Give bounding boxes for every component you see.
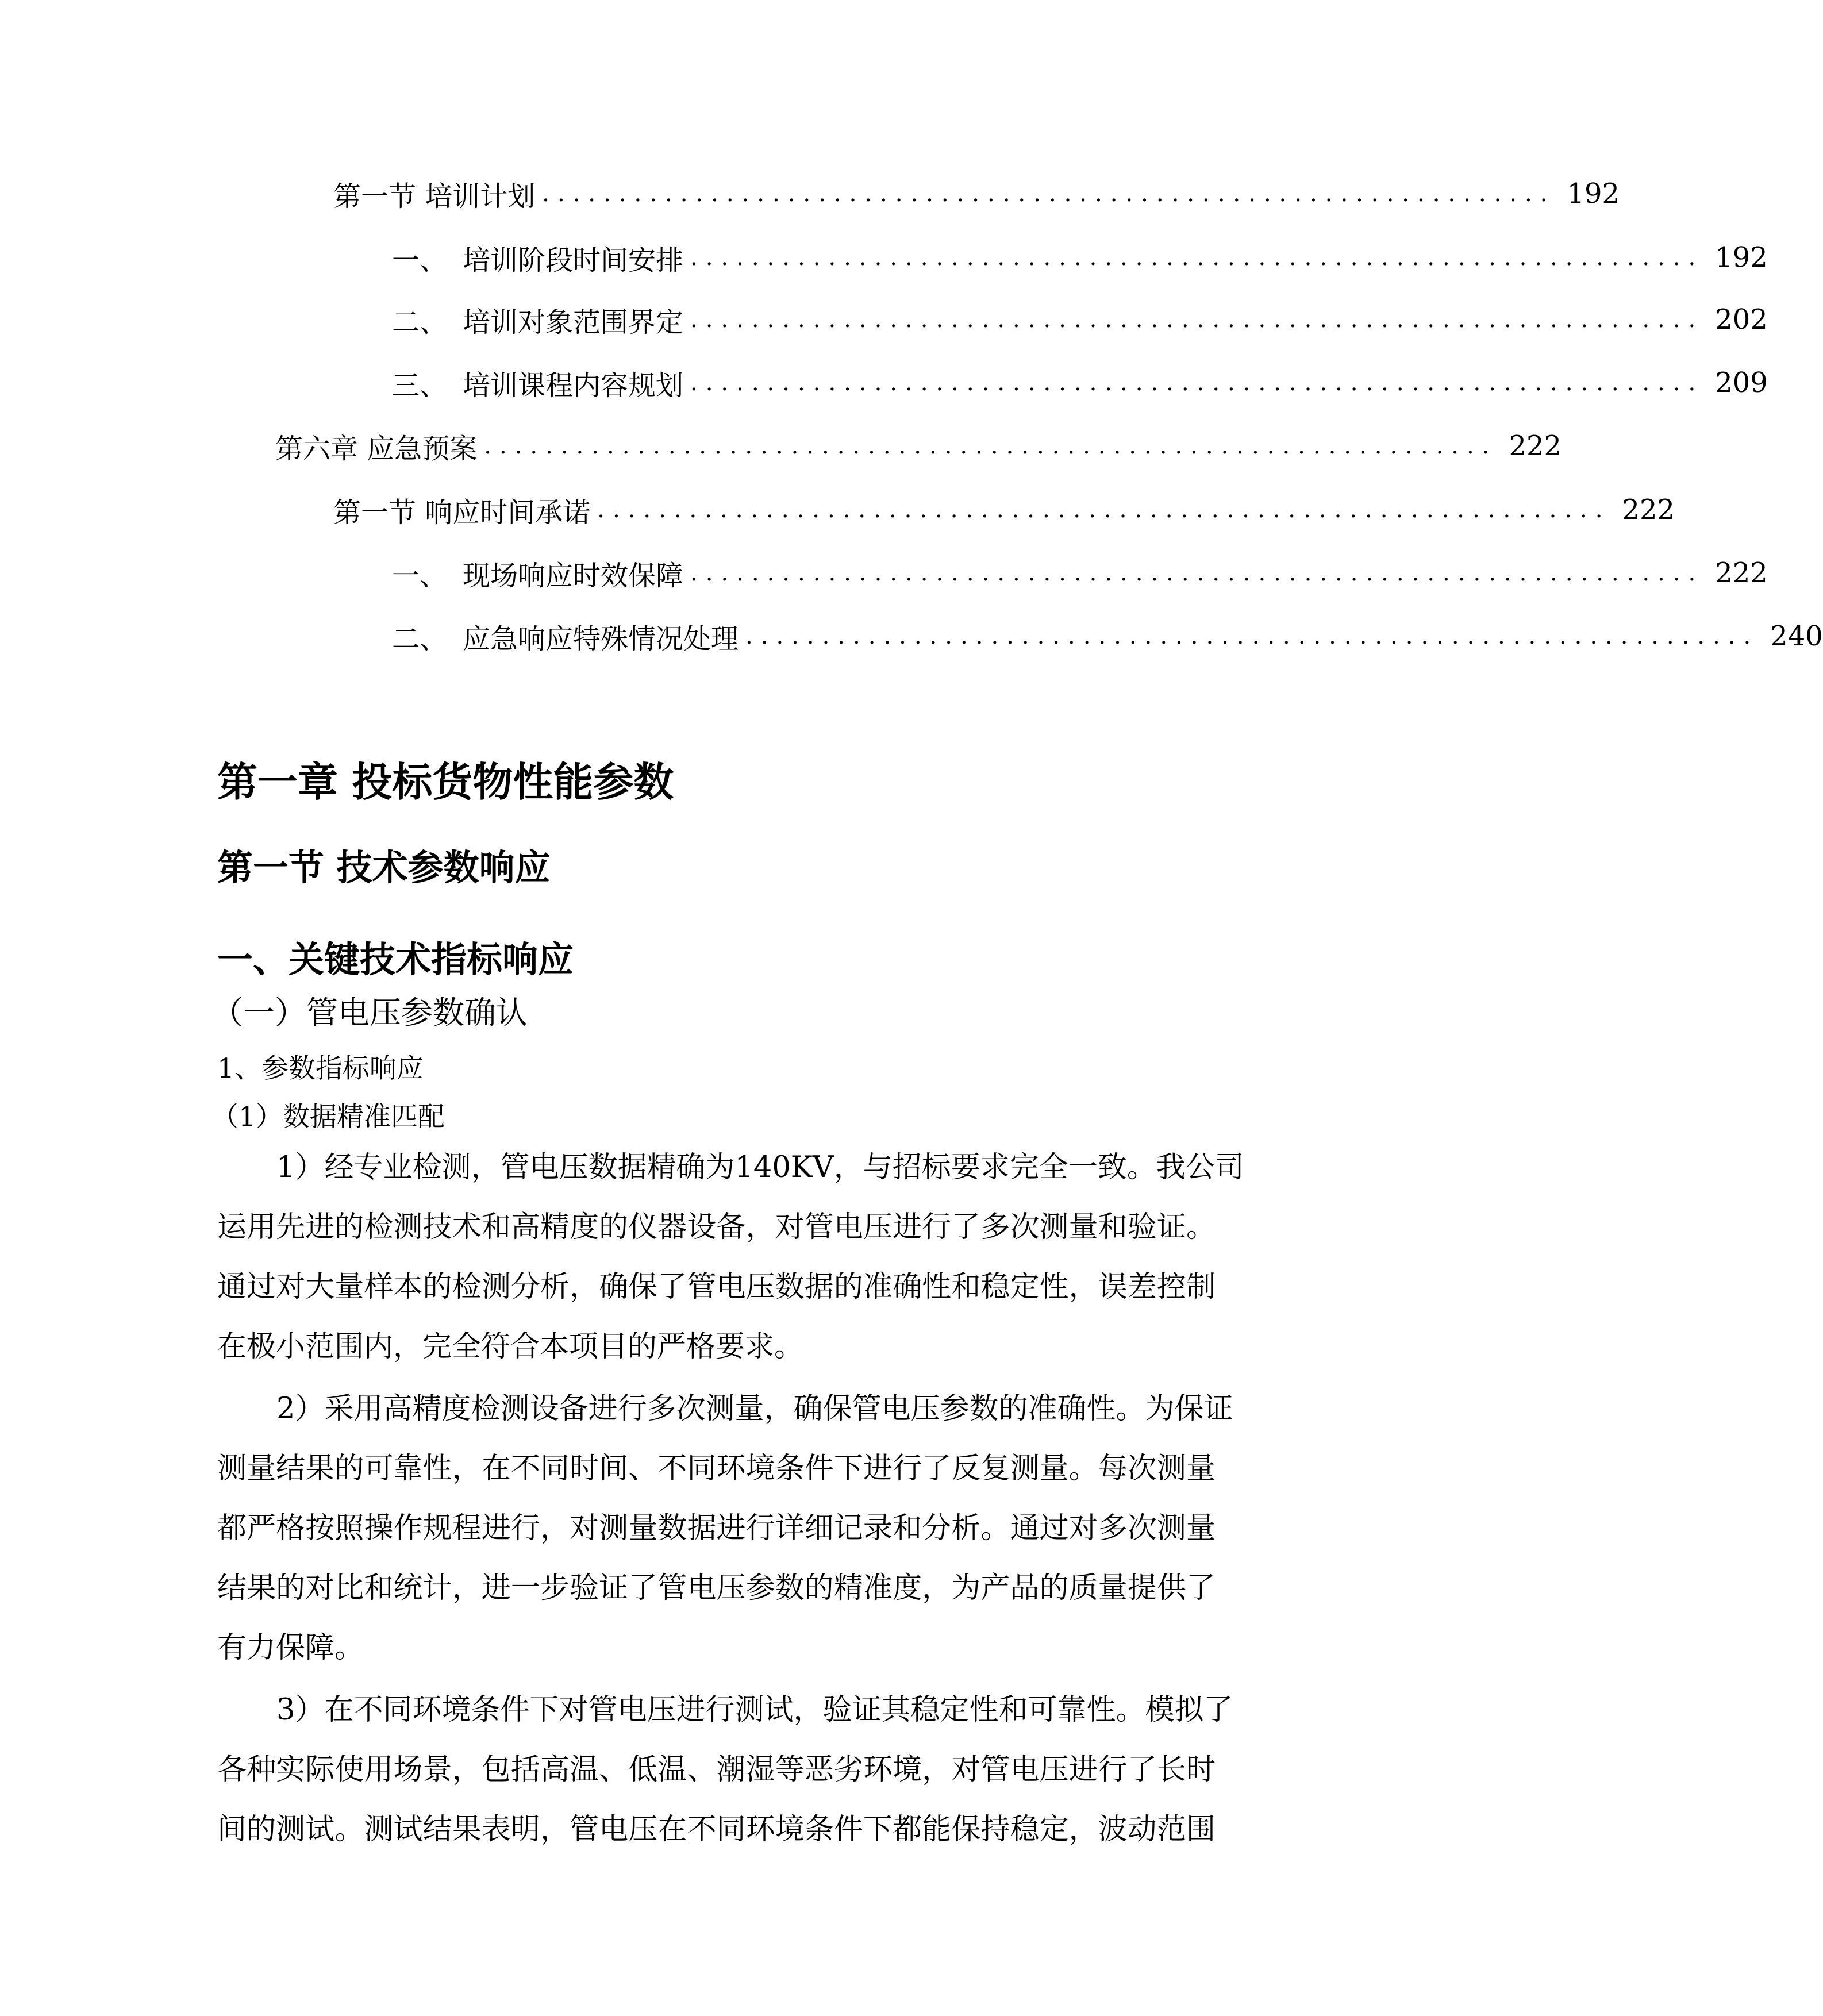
toc-page-number: 209 — [1715, 367, 1768, 399]
toc-leader-dots: .................................................................. — [690, 560, 1704, 586]
subsection-heading: 一、关键技术指标响应 — [217, 938, 574, 980]
toc-entry-title: 现场响应时效保障 — [463, 559, 684, 592]
chapter-heading: 第一章 投标货物性能参数 — [217, 759, 674, 806]
toc-entry[interactable] — [0, 299, 1768, 340]
toc-entry[interactable] — [0, 363, 1768, 403]
paragraph-line: 通过对大量样本的检测分析，确保了管电压数据的准确性和稳定性，误差控制 — [217, 1270, 1216, 1304]
toc-entry-number: 二、 — [392, 306, 448, 338]
paragraph-line: 间的测试。测试结果表明，管电压在不同环境条件下都能保持稳定，波动范围 — [217, 1813, 1216, 1846]
toc-page-number: 240 — [1770, 620, 1823, 652]
toc-leader-dots: .................................................................. — [597, 497, 1611, 523]
toc-leader-dots: .................................................................. — [690, 306, 1704, 333]
paragraph-line: 3）在不同环境条件下对管电压进行测试，验证其稳定性和可靠性。模拟了 — [276, 1693, 1233, 1727]
toc-page-number: 192 — [1715, 241, 1768, 274]
toc-leader-dots: .................................................................. — [690, 370, 1704, 396]
toc-entry-label — [275, 426, 477, 466]
paragraph — [217, 1379, 1233, 1678]
toc-page-number: 222 — [1715, 557, 1768, 589]
toc-entry-label — [333, 174, 535, 214]
toc-entry-label — [392, 300, 683, 340]
toc-entry-label — [392, 363, 683, 403]
toc-entry-number: 一、 — [392, 559, 448, 592]
body-text — [217, 1138, 1244, 1862]
paragraph — [217, 1680, 1233, 1860]
subsubitem-heading: （1）数据精准匹配 — [211, 1101, 445, 1133]
paragraph-line: 1）经专业检测，管电压数据精确为140KV，与招标要求完全一致。我公司 — [276, 1151, 1244, 1184]
toc-entry[interactable] — [0, 174, 1620, 214]
paragraph-line: 结果的对比和统计，进一步验证了管电压参数的精准度，为产品的质量提供了 — [217, 1571, 1216, 1605]
toc-entry[interactable] — [0, 553, 1768, 593]
toc-entry-title: 应急响应特殊情况处理 — [463, 622, 739, 655]
toc-leader-dots: .................................................................. — [542, 180, 1556, 207]
toc-entry[interactable] — [0, 490, 1675, 530]
toc-entry-label — [392, 553, 683, 593]
toc-page-number: 222 — [1509, 430, 1562, 462]
toc-entry-title: 培训对象范围界定 — [463, 306, 684, 338]
toc-entry-number: 二、 — [392, 622, 448, 655]
section-heading: 第一节 技术参数响应 — [217, 847, 551, 888]
paragraph — [217, 1138, 1244, 1377]
toc-entry[interactable] — [0, 426, 1562, 466]
toc-entry[interactable] — [0, 237, 1768, 278]
paragraph-line: 在极小范围内，完全符合本项目的严格要求。 — [217, 1330, 804, 1364]
toc-entry-title: 第一节 培训计划 — [333, 180, 536, 213]
toc-entry-title: 培训课程内容规划 — [463, 369, 684, 402]
toc-leader-dots: .................................................................. — [484, 433, 1498, 459]
paragraph-line: 都严格按照操作规程进行，对测量数据进行详细记录和分析。通过对多次测量 — [217, 1511, 1216, 1545]
item-heading: （一）管电压参数确认 — [211, 994, 528, 1031]
toc-entry-title: 培训阶段时间安排 — [463, 244, 684, 276]
toc-entry-number: 一、 — [392, 244, 448, 276]
paragraph-line: 各种实际使用场景，包括高温、低温、潮湿等恶劣环境，对管电压进行了长时 — [217, 1753, 1216, 1787]
toc-leader-dots: .................................................................. — [745, 623, 1759, 649]
toc-entry-title: 第六章 应急预案 — [275, 432, 478, 465]
toc-entry-title: 第一节 响应时间承诺 — [333, 496, 591, 529]
toc-entry[interactable] — [0, 616, 1823, 656]
toc-entry-number: 三、 — [392, 369, 448, 402]
paragraph-line: 2）采用高精度检测设备进行多次测量，确保管电压参数的准确性。为保证 — [276, 1392, 1233, 1426]
toc-leader-dots: .................................................................. — [690, 244, 1704, 271]
toc-page-number: 192 — [1567, 178, 1620, 210]
toc-entry-label — [392, 238, 683, 278]
paragraph-line: 运用先进的检测技术和高精度的仪器设备，对管电压进行了多次测量和验证。 — [217, 1210, 1216, 1244]
toc-page-number: 222 — [1622, 494, 1675, 526]
paragraph-line: 测量结果的可靠性，在不同时间、不同环境条件下进行了反复测量。每次测量 — [217, 1452, 1216, 1486]
subitem-heading: 1、参数指标响应 — [217, 1053, 424, 1084]
toc-entry-label — [392, 617, 739, 656]
paragraph-line: 有力保障。 — [217, 1631, 364, 1665]
toc-entry-label — [333, 490, 590, 530]
toc-page-number: 202 — [1715, 303, 1768, 336]
